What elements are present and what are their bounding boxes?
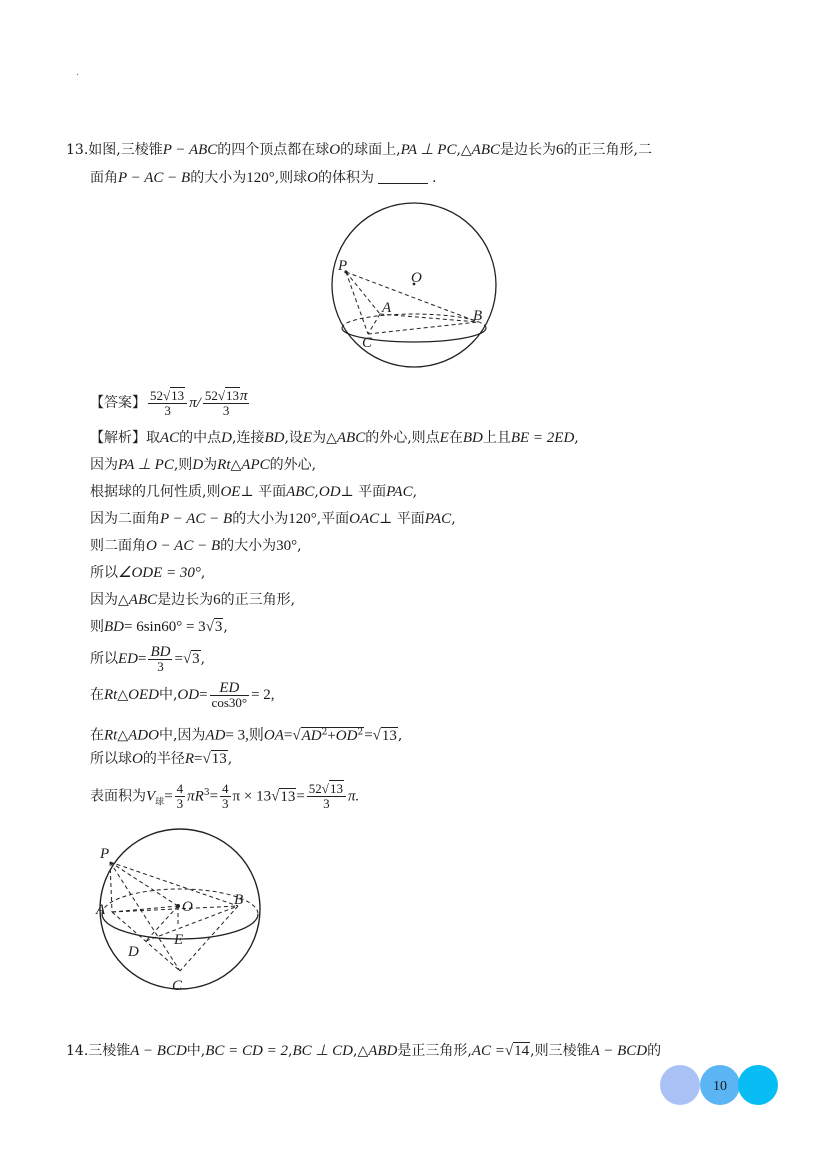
radicand: 13 xyxy=(211,751,227,767)
solution-line-1 xyxy=(90,428,579,448)
num: BD xyxy=(150,643,171,660)
fraction-4-3 xyxy=(220,782,231,811)
math: 30° xyxy=(276,538,298,554)
math: OE xyxy=(220,484,241,500)
label-o: O xyxy=(182,899,193,915)
text: , xyxy=(451,511,456,527)
exponent: 2 xyxy=(321,727,328,737)
text: 中, xyxy=(158,687,178,703)
math: P − AC − B xyxy=(160,511,233,527)
math: PA ⊥ PC xyxy=(400,142,457,158)
num: 52 xyxy=(204,387,218,403)
text: 表面积为 xyxy=(90,788,146,805)
math: ABC xyxy=(128,592,158,608)
math: BD xyxy=(104,619,124,635)
solution-line-2 xyxy=(90,455,316,475)
math: = xyxy=(199,687,208,703)
math: D xyxy=(221,430,233,446)
pi: π xyxy=(239,387,248,404)
text: ,△ xyxy=(353,1043,369,1059)
q13-sphere-figure xyxy=(328,200,500,372)
num: ED xyxy=(210,681,250,696)
text: 取 xyxy=(146,430,160,446)
math: AD xyxy=(301,727,322,744)
math: BD xyxy=(264,430,285,446)
text: , xyxy=(223,619,228,635)
den: cos30° xyxy=(211,694,248,710)
math: = xyxy=(138,651,147,667)
text: ,平面 xyxy=(316,511,350,527)
math: BE = 2ED xyxy=(510,430,575,446)
math: R xyxy=(194,788,204,805)
solution-line-4 xyxy=(90,509,456,529)
text: 在 xyxy=(90,727,104,744)
text: 的体积为 xyxy=(318,170,374,186)
math: ∠ODE = 30° xyxy=(118,565,201,581)
den: 3 xyxy=(176,796,184,812)
math: OAC xyxy=(349,511,380,527)
text: 的大小为 xyxy=(190,170,247,186)
text: 的四个顶点都在球 xyxy=(217,142,330,158)
text: 所以球 xyxy=(90,751,132,767)
math: OA xyxy=(263,727,284,744)
solution-line-5 xyxy=(90,536,302,556)
num: 52 xyxy=(150,387,163,403)
math: OD xyxy=(335,727,358,744)
answer-separator: π/ xyxy=(189,395,201,411)
fraction-4-3 xyxy=(175,782,186,811)
math: = xyxy=(296,788,305,805)
math: OED xyxy=(128,687,159,703)
solution-line-10 xyxy=(90,680,275,710)
math: = 2, xyxy=(251,687,275,703)
math: = xyxy=(174,651,183,667)
solution-line-11: 在Rt△ADO中,因为AD= 3,则$OA=√AD^2+OD^2=√13$, xyxy=(90,727,403,744)
math: A − BCD xyxy=(590,1043,648,1059)
solution-line-9: 所以ED= $\frac{BD}{3}$ =√3, xyxy=(90,643,206,674)
text: 的正三角形, xyxy=(220,592,296,608)
label-c: C xyxy=(362,335,373,351)
den: 3 xyxy=(222,796,229,812)
solution-line-12: 所以球O的半径R=√13, xyxy=(90,751,233,767)
label-a: A xyxy=(382,300,392,316)
radicand: 13 xyxy=(171,387,185,403)
solution-line-7 xyxy=(90,590,295,610)
text: 的大小为 xyxy=(220,538,277,554)
badge-circle-left xyxy=(660,1065,700,1105)
solution-line-8: 则BD= 6sin60° = 3√3, xyxy=(90,619,228,635)
text: , xyxy=(287,1043,293,1059)
text: 因为△ xyxy=(90,592,129,608)
math: AC = xyxy=(471,1043,505,1059)
text: 则二面角 xyxy=(90,538,146,554)
label-b: B xyxy=(473,308,483,324)
text: 根据球的几何性质,则 xyxy=(90,484,221,500)
math: O xyxy=(132,751,143,767)
math: Rt xyxy=(104,687,118,703)
text: 在 xyxy=(90,687,104,703)
text: 为 xyxy=(203,457,218,473)
text: 是边长为 xyxy=(157,592,214,608)
math: APC xyxy=(241,457,270,473)
math: O xyxy=(329,142,341,158)
text: 是边长为 xyxy=(500,142,557,158)
q13-number: 13. xyxy=(66,142,89,158)
text: , xyxy=(297,538,302,554)
text: 为△ xyxy=(312,430,337,446)
math: = xyxy=(209,788,219,805)
math: 120° xyxy=(246,170,275,186)
answer-fraction-1: $\frac{52√13}{3}$ xyxy=(148,389,187,418)
math: A − BCD xyxy=(130,1043,187,1059)
num: 4 xyxy=(222,781,229,797)
math: = 6sin60° = 3 xyxy=(124,619,206,635)
text: 的球面上, xyxy=(340,142,401,158)
math: R xyxy=(184,751,195,767)
math: ED xyxy=(118,651,138,667)
math: = xyxy=(283,727,293,744)
math: BC = CD = 2 xyxy=(205,1043,288,1059)
text: , xyxy=(574,430,579,446)
math: AD xyxy=(205,727,226,744)
text: , xyxy=(314,484,319,500)
text: ,设 xyxy=(284,430,303,446)
text: ⊥ 平面 xyxy=(379,511,425,527)
text: 则 xyxy=(90,619,104,635)
text: ,连接 xyxy=(232,430,265,446)
fraction-result: $\frac{52√13}{3}$ xyxy=(307,782,346,811)
answer-label: 【答案】 xyxy=(90,395,146,411)
text: ,则三棱锥 xyxy=(530,1043,591,1059)
math: = xyxy=(164,788,173,805)
radicand: 14 xyxy=(514,1043,530,1059)
badge-circle-right xyxy=(738,1065,778,1105)
math: PA ⊥ PC xyxy=(118,457,174,473)
text: 的正三角形,二 xyxy=(563,142,652,158)
math: ABC xyxy=(286,484,315,500)
math: ADO xyxy=(128,727,159,744)
text: 是正三角形, xyxy=(397,1043,472,1059)
text: , xyxy=(200,651,206,667)
text: 的中点 xyxy=(179,430,222,446)
fraction-ed-cos30 xyxy=(210,681,250,710)
text: △ xyxy=(117,727,129,744)
radicand: 13 xyxy=(225,387,239,403)
math: E xyxy=(439,430,449,446)
math: V xyxy=(146,788,156,805)
math: = 3,则 xyxy=(225,727,264,744)
den: 3 xyxy=(164,402,171,418)
page-number-badge xyxy=(660,1064,780,1106)
math: π × 13 xyxy=(232,788,272,805)
answer-fraction-2: $\frac{52√13\pi}{3}$ xyxy=(204,387,248,418)
math: PAC xyxy=(424,511,452,527)
den: 3 xyxy=(323,796,330,812)
text: 上且 xyxy=(482,430,511,446)
radicand: 13 xyxy=(381,727,397,744)
math: Rt xyxy=(217,457,231,473)
text: , xyxy=(397,727,403,744)
radicand: 13 xyxy=(329,781,343,797)
math: PAC xyxy=(386,484,413,500)
math: Rt xyxy=(104,727,118,744)
text: 所以 xyxy=(90,651,118,667)
text: ,△ xyxy=(456,142,472,158)
text: 如图,三棱锥 xyxy=(88,142,163,158)
page-number: 10 xyxy=(713,1079,727,1094)
exponent: 2 xyxy=(357,727,364,737)
header-mark: · xyxy=(76,70,80,81)
text: , xyxy=(412,484,418,500)
math: O xyxy=(307,170,318,186)
radicand: 3 xyxy=(214,619,223,635)
math: OD xyxy=(177,687,200,703)
sphere-outline xyxy=(100,829,260,989)
math: E xyxy=(302,430,313,446)
text: ⊥ 平面 xyxy=(240,484,287,500)
text: 三棱锥 xyxy=(88,1043,131,1059)
math: ABC xyxy=(471,142,501,158)
label-p: P xyxy=(338,258,348,274)
point-o xyxy=(176,904,180,908)
math: D xyxy=(192,457,204,473)
label-e: E xyxy=(174,932,184,948)
math: ABC xyxy=(336,430,366,446)
exponent: 3 xyxy=(203,788,210,798)
q14-number: 14. xyxy=(66,1043,89,1059)
math: OD xyxy=(318,484,341,500)
text: ,则球 xyxy=(274,170,308,186)
den: 3 xyxy=(157,658,164,674)
solution-line-13: 表面积为$V_球=$ $\frac{4}{3}$ $\pi R^3=$ $\frac{4}{3}$ π × 13√13= $\frac{52√13}{3}$ π. xyxy=(90,781,360,812)
text: 所以 xyxy=(90,565,118,581)
math: + xyxy=(327,727,336,744)
radicand: 13 xyxy=(280,788,296,805)
text: , xyxy=(200,565,206,581)
solution-line-6 xyxy=(90,563,205,583)
fraction-bd-3 xyxy=(148,645,172,674)
solution-label: 【解析】 xyxy=(90,430,146,446)
text: 的外心, xyxy=(269,457,317,473)
radicand: 3 xyxy=(192,651,200,667)
math: 120° xyxy=(288,511,317,527)
page-badge-circles xyxy=(660,1064,780,1106)
label-a: A xyxy=(96,902,106,918)
math: 6 xyxy=(556,142,564,158)
answer-blank[interactable] xyxy=(378,169,428,184)
text: 的大小为 xyxy=(232,511,289,527)
radical xyxy=(301,727,365,744)
text: ⊥ 平面 xyxy=(340,484,387,500)
math: π xyxy=(187,788,195,805)
label-b: B xyxy=(234,892,244,908)
text: 因为二面角 xyxy=(90,511,160,527)
text: 因为 xyxy=(90,457,118,473)
math: AC xyxy=(160,430,180,446)
text: △ xyxy=(230,457,242,473)
math: ABD xyxy=(368,1043,398,1059)
math: P − AC − B xyxy=(118,170,191,186)
solution-line-3 xyxy=(90,482,417,502)
text: 在 xyxy=(448,430,463,446)
label-p: P xyxy=(100,846,110,862)
solution-sphere-figure xyxy=(88,826,272,998)
q14-line: 14.三棱锥A − BCD中,BC = CD = 2,BC ⊥ CD,△ABD是正三角形,AC =√14,则三棱锥A − BCD的 xyxy=(66,1043,662,1059)
subscript: 球 xyxy=(155,797,165,808)
math: π. xyxy=(347,788,360,805)
math: = xyxy=(364,727,373,744)
den: 3 xyxy=(222,402,230,418)
text: 中, xyxy=(186,1043,206,1059)
label-d: D xyxy=(128,944,139,960)
text: , xyxy=(227,751,233,767)
label-c: C xyxy=(172,978,183,994)
text: 的半径 xyxy=(142,751,185,767)
text: . xyxy=(432,170,437,186)
text: 的外心,则点 xyxy=(365,430,440,446)
math: = xyxy=(194,751,203,767)
math: P − ABC xyxy=(162,142,218,158)
num: 52 xyxy=(308,781,322,797)
math: BC ⊥ CD xyxy=(292,1043,354,1059)
text: ,则 xyxy=(173,457,193,473)
label-o: O xyxy=(411,270,422,286)
math: 6 xyxy=(213,592,221,608)
text: 的 xyxy=(647,1043,662,1059)
num: 4 xyxy=(176,781,184,797)
text: △ xyxy=(117,687,129,703)
math: O − AC − B xyxy=(146,538,221,554)
text: 面角 xyxy=(90,170,118,186)
text: 中,因为 xyxy=(158,727,206,744)
q13-line-2 xyxy=(90,168,436,188)
math: BD xyxy=(462,430,483,446)
answer-line xyxy=(90,388,251,418)
q13-line-1 xyxy=(66,140,652,160)
